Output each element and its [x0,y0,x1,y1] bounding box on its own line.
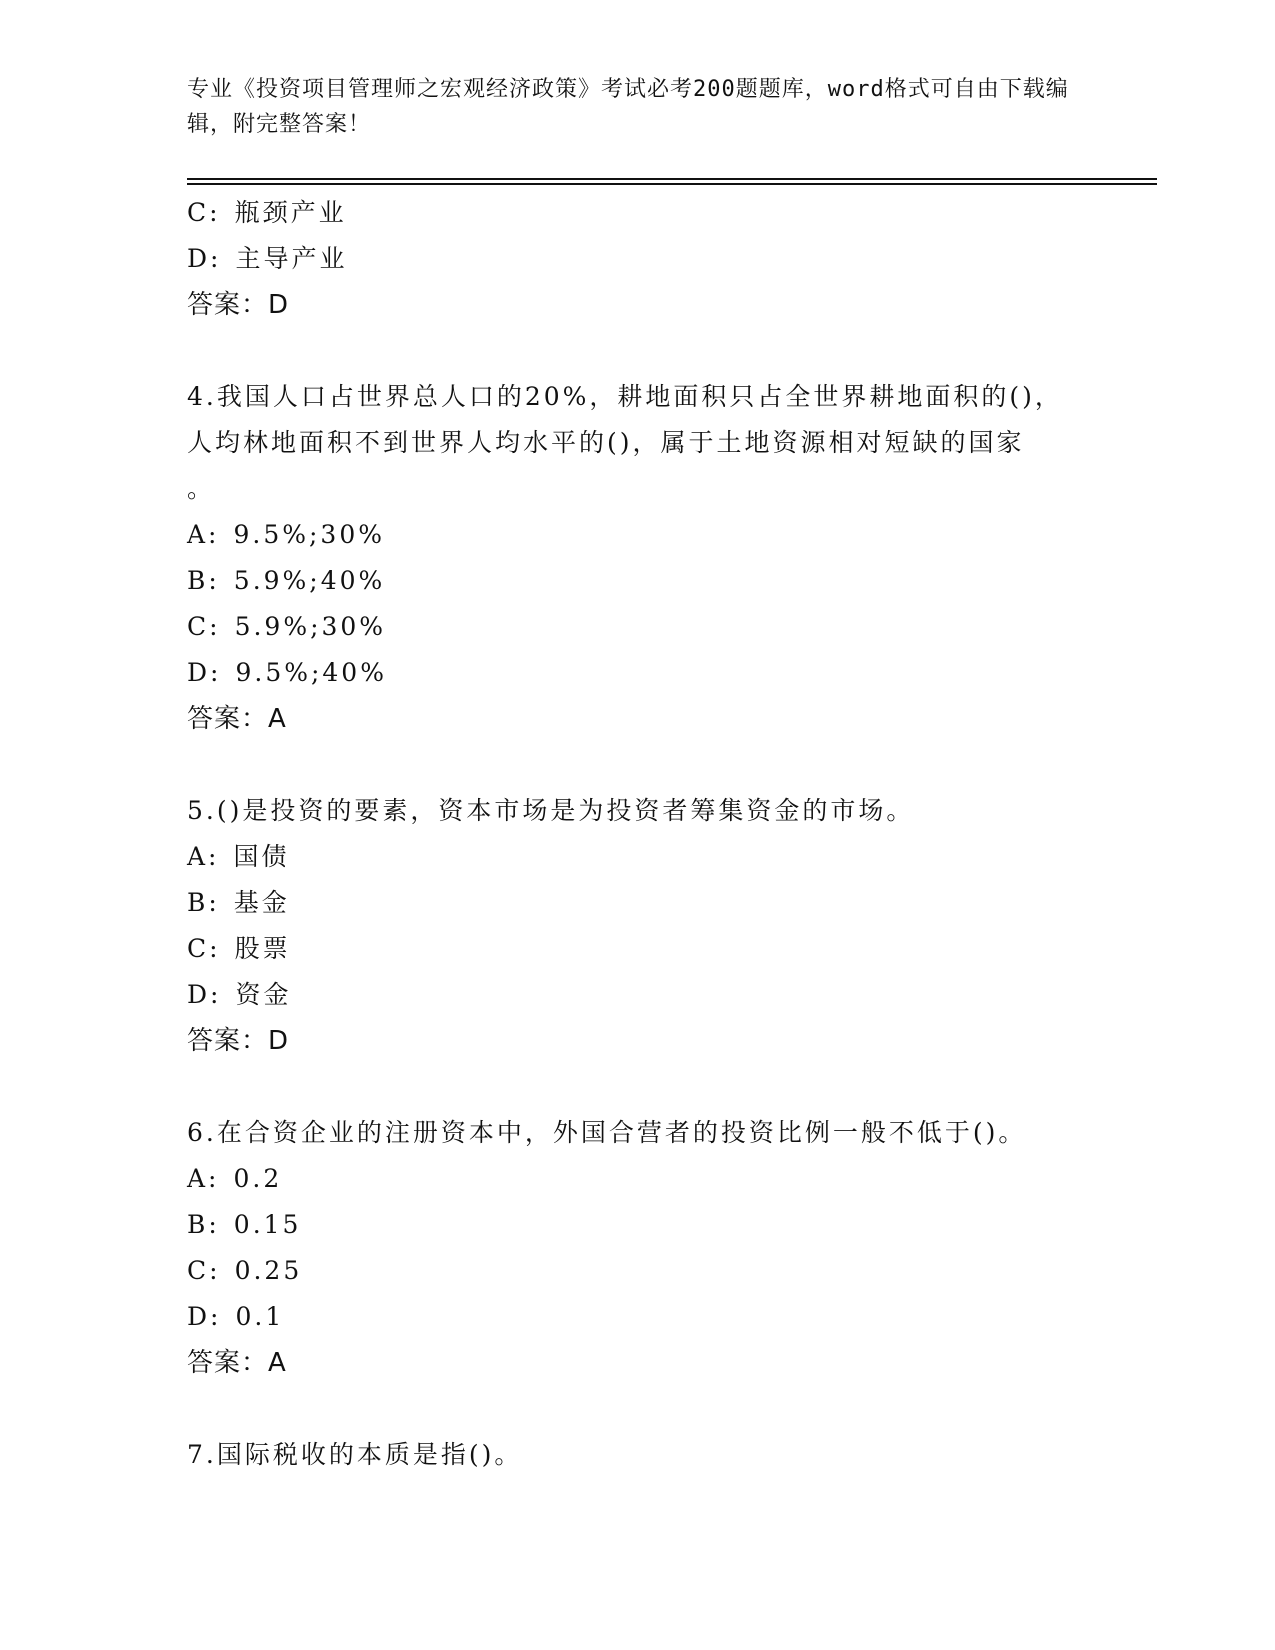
question-list [187,190,1087,1478]
header-rule-bottom [187,183,1157,185]
option-c: C: 5.9%;30% [187,612,387,641]
answer-line: 答案：D [187,1026,290,1056]
option-b: B: 5.9%;40% [187,566,386,595]
question-stem-line: 6.在合资企业的注册资本中，外国合营者的投资比例一般不低于()。 [187,1118,1027,1147]
option-d: D: 主导产业 [187,244,348,273]
option-d: D: 0.1 [187,1302,285,1331]
question-4 [187,374,1087,742]
document-header: 专业《投资项目管理师之宏观经济政策》考试必考200题题库，word格式可自由下载编辑，附完整答案！ [187,77,1069,137]
option-a: A: 国债 [187,842,290,871]
question-6 [187,1110,1087,1386]
question-stem-line: 人均林地面积不到世界人均水平的()，属于土地资源相对短缺的国家 [187,428,1025,457]
question-7 [187,1432,1087,1478]
answer-line: 答案：D [187,290,290,320]
option-b: B: 0.15 [187,1210,302,1239]
question-stem-line: 5.()是投资的要素，资本市场是为投资者筹集资金的市场。 [187,796,915,825]
question-5 [187,788,1087,1064]
answer-line: 答案：A [187,1348,287,1378]
question-stem-line: 4.我国人口占世界总人口的20%，耕地面积只占全世界耕地面积的()， [187,382,1063,411]
option-c: C: 0.25 [187,1256,303,1285]
option-c: C: 瓶颈产业 [187,198,347,227]
option-a: A: 0.2 [187,1164,283,1193]
option-d: D: 9.5%;40% [187,658,387,687]
option-a: A: 9.5%;30% [187,520,385,549]
answer-line: 答案：A [187,704,287,734]
option-c: C: 股票 [187,934,291,963]
question-stem-line: 7.国际税收的本质是指()。 [187,1440,523,1469]
question-3-partial [187,190,1087,328]
option-d: D: 资金 [187,980,292,1009]
option-b: B: 基金 [187,888,290,917]
question-stem-line: 。 [187,474,216,503]
header-rule-top [187,178,1157,180]
